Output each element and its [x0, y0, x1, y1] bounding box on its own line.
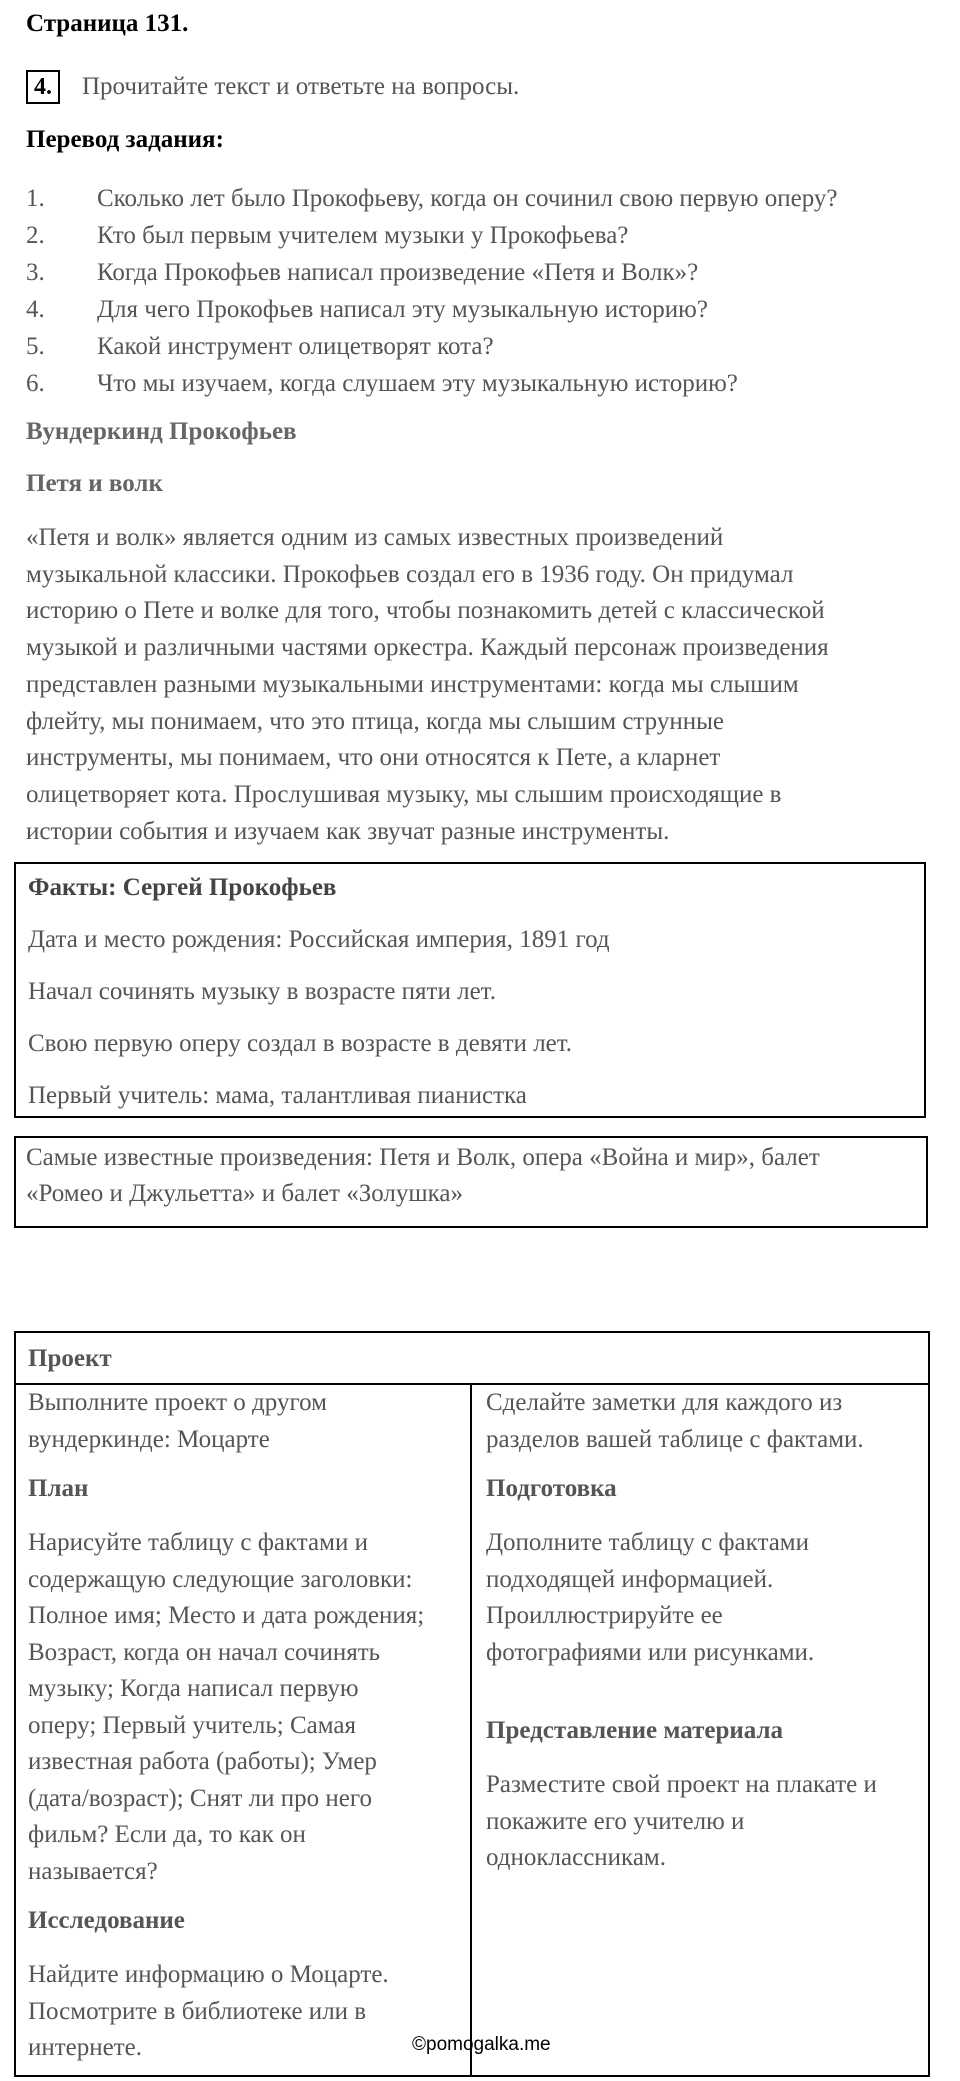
article-subtitle: Петя и волк [26, 470, 163, 497]
preparation-heading: Подготовка [486, 1475, 617, 1502]
question-text: Что мы изучаем, когда слушаем эту музыкальную историю? [97, 369, 738, 397]
question-number: 4. [26, 295, 45, 323]
question-number: 1. [26, 184, 45, 212]
article-line: историю о Пете и волке для того, чтобы познакомить детей с классической [26, 597, 825, 625]
text-line: Дополните таблицу с фактами [486, 1529, 809, 1556]
question-item [26, 291, 838, 328]
article-line: истории события и изучаем как звучат разные инструменты. [26, 817, 670, 845]
question-text: Сколько лет было Прокофьеву, когда он сочинил свою первую оперу? [97, 184, 838, 212]
presentation-heading: Представление материала [486, 1717, 784, 1744]
preparation-text [486, 1525, 814, 1671]
article-line: олицетворяет кота. Прослушивая музыку, мы слышим происходящие в [26, 780, 782, 808]
question-number: 3. [26, 258, 45, 286]
text-line: Полное имя; Место и дата рождения; [28, 1602, 425, 1629]
fact-item: Первый учитель: мама, талантливая пианистка [28, 1082, 527, 1109]
text-line: Сделайте заметки для каждого из [486, 1389, 843, 1416]
presentation-text [486, 1767, 877, 1877]
famous-works-line: «Ромео и Джульетта» и балет «Золушка» [26, 1180, 463, 1207]
task-row [26, 70, 519, 104]
text-line: Проиллюстрируйте ее [486, 1602, 723, 1629]
text-line: называется? [28, 1857, 158, 1885]
text-line: Найдите информацию о Моцарте. [28, 1961, 389, 1988]
question-text: Когда Прокофьев написал произведение «Петя и Волк»? [97, 258, 699, 286]
question-number: 6. [26, 369, 45, 397]
project-header [16, 1333, 928, 1385]
text-line: Выполните проект о другом [28, 1389, 327, 1416]
text-line: известная работа (работы); Умер [28, 1748, 377, 1775]
translation-heading: Перевод задания: [26, 126, 224, 153]
research-text [28, 1957, 389, 2067]
fact-item: Свою первую оперу создал в возрасте в девяти лет. [28, 1030, 573, 1057]
text-line: покажите его учителю и [486, 1807, 745, 1835]
article-line: представлен разными музыкальными инструментами: когда мы слышим [26, 670, 799, 698]
text-line: фильм? Если да, то как он [28, 1821, 306, 1848]
text-line: подходящей информацией. [486, 1565, 774, 1593]
question-item [26, 180, 838, 217]
text-line: разделов вашей таблице с фактами. [486, 1425, 864, 1453]
text-line: вундеркинде: Моцарте [28, 1425, 270, 1453]
research-heading: Исследование [28, 1907, 185, 1934]
article-title: Вундеркинд Прокофьев [26, 418, 297, 445]
text-line: оперу; Первый учитель; Самая [28, 1711, 356, 1739]
text-line: фотографиями или рисунками. [486, 1638, 815, 1666]
famous-works-line: Самые известные произведения: Петя и Волк, опера «Война и мир», балет [26, 1144, 820, 1171]
right-intro [486, 1385, 864, 1458]
article-line: музыкальной классики. Прокофьев создал его в 1936 году. Он придумал [26, 560, 794, 588]
plan-text [28, 1525, 424, 1890]
question-number: 5. [26, 332, 45, 360]
question-item [26, 328, 838, 365]
article-line: «Петя и волк» является одним из самых известных произведений [26, 524, 724, 551]
facts-box [14, 862, 926, 1118]
text-line: Разместите свой проект на плакате и [486, 1771, 877, 1798]
fact-item: Начал сочинять музыку в возрасте пяти лет. [28, 978, 496, 1005]
plan-heading: План [28, 1475, 89, 1502]
page-title: Страница 131. [26, 10, 189, 37]
question-item [26, 365, 838, 402]
text-line: Нарисуйте таблицу с фактами и [28, 1529, 368, 1556]
article-line: флейту, мы понимаем, что это птица, когда мы слышим струнные [26, 707, 724, 735]
question-item [26, 217, 838, 254]
text-line: Возраст, когда он начал сочинять [28, 1638, 381, 1666]
article-line: инструменты, мы понимаем, что они относятся к Пете, а кларнет [26, 744, 721, 772]
text-line: интернете. [28, 2034, 143, 2061]
famous-works-box [14, 1136, 928, 1228]
question-text: Какой инструмент олицетворят кота? [97, 332, 494, 360]
question-list [26, 180, 838, 402]
text-line: Посмотрите в библиотеке или в [28, 1997, 367, 2025]
question-number: 2. [26, 221, 45, 249]
text-line: (дата/возраст); Снят ли про него [28, 1784, 372, 1812]
text-line: одноклассникам. [486, 1844, 666, 1871]
project-table [14, 1331, 930, 2077]
left-intro [28, 1385, 327, 1458]
project-title: Проект [28, 1345, 112, 1372]
question-text: Кто был первым учителем музыки у Прокофьева? [97, 221, 629, 249]
watermark: ©pomogalka.me [412, 2034, 551, 2055]
text-line: содержащую следующие заголовки: [28, 1565, 413, 1593]
facts-title: Факты: Сергей Прокофьев [28, 874, 337, 901]
question-item [26, 254, 838, 291]
text-line: музыку; Когда написал первую [28, 1675, 359, 1702]
question-text: Для чего Прокофьев написал эту музыкальную историю? [97, 295, 708, 323]
article-line: музыкой и различными частями оркестра. Каждый персонаж произведения [26, 634, 829, 662]
task-instruction: Прочитайте текст и ответьте на вопросы. [82, 73, 520, 100]
task-number-box: 4. [26, 70, 60, 104]
fact-item: Дата и место рождения: Российская империя, 1891 год [28, 926, 610, 953]
column-divider [470, 1385, 472, 2075]
article-paragraph [26, 520, 936, 850]
